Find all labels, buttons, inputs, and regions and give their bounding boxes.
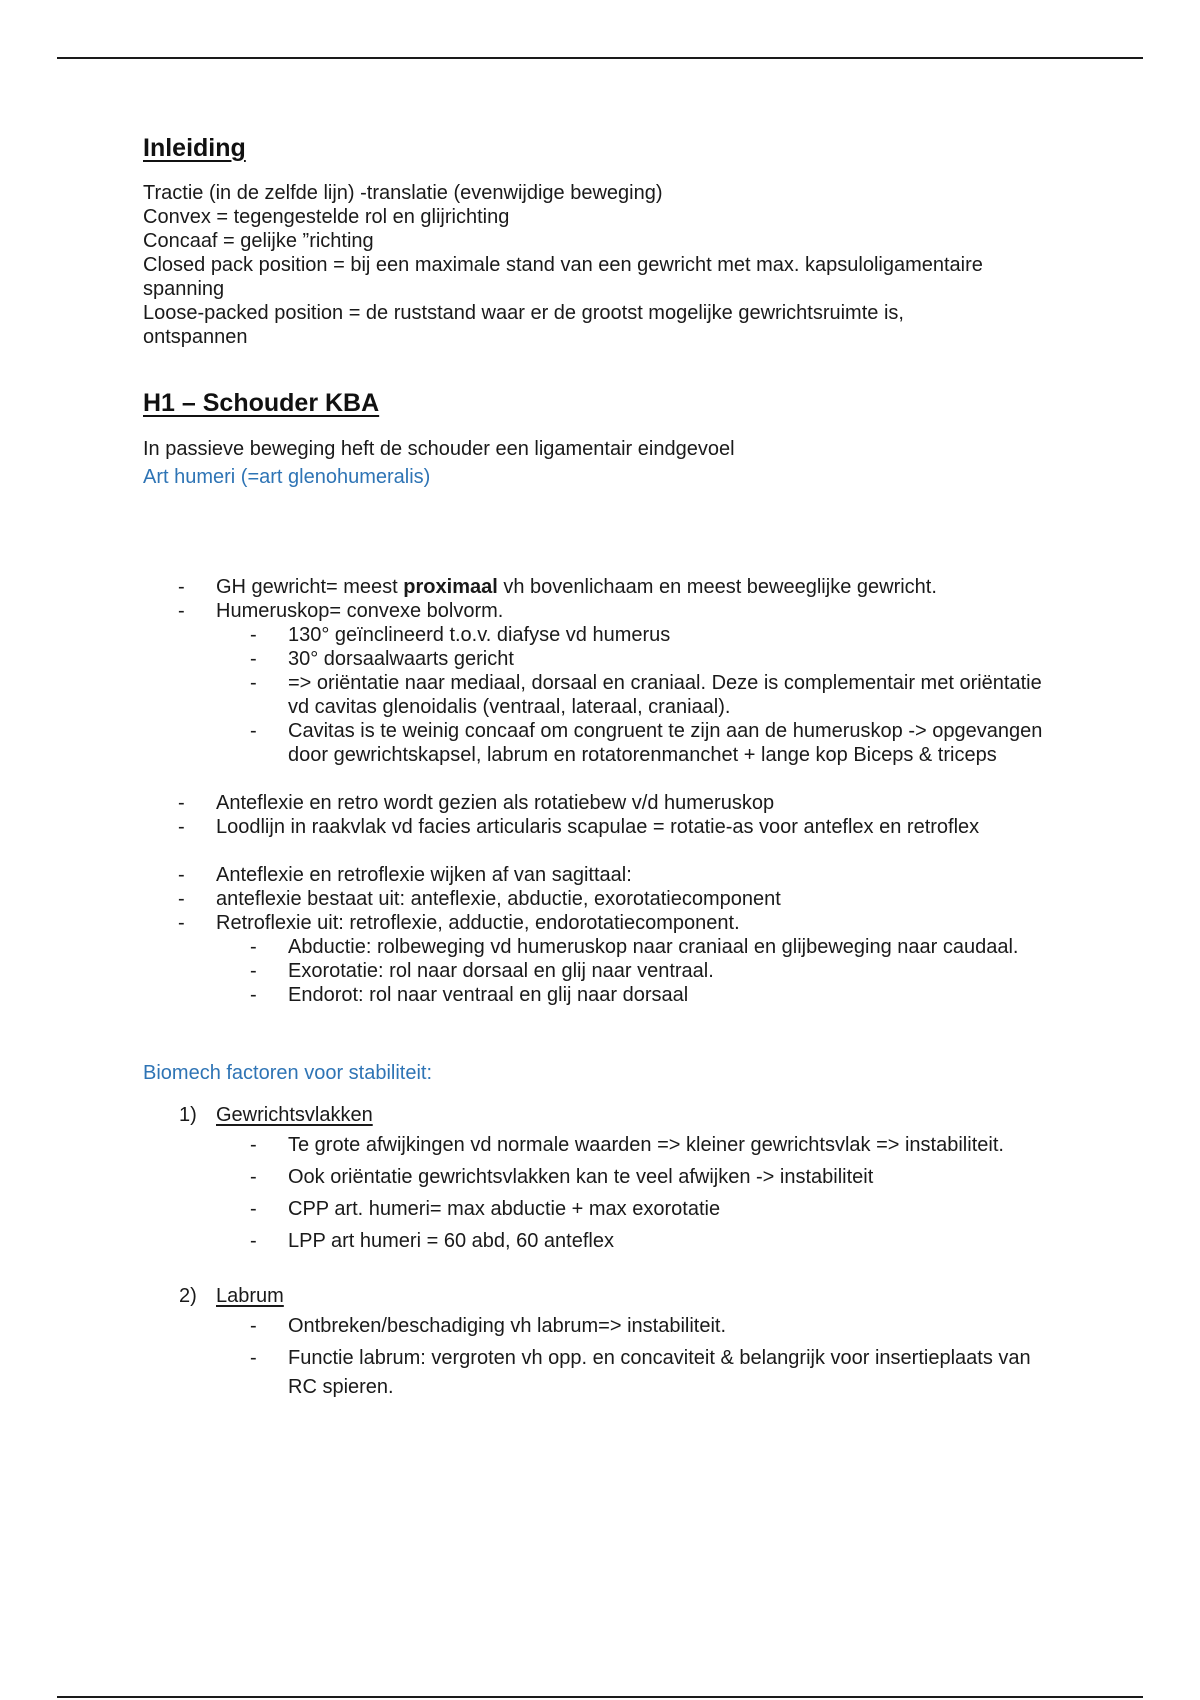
list-item: - Anteflexie en retro wordt gezien als rotatiebew v/d humeruskop xyxy=(143,791,1063,815)
rotation-list xyxy=(143,791,1063,839)
footer-rule xyxy=(57,1696,1143,1698)
list-item: - Cavitas is te weinig concaaf om congruent te zijn aan de humeruskop -> opgevangen door gewrichtskapsel, labrum en rotatorenmanchet + lange kop Biceps & triceps xyxy=(143,719,1063,767)
factor-item xyxy=(143,1103,1063,1256)
list-item: - 30° dorsaalwaarts gericht xyxy=(143,647,1063,671)
factor-points xyxy=(143,1312,1063,1402)
list-item: - Loodlijn in raakvlak vd facies articularis scapulae = rotatie-as voor anteflex en retroflex xyxy=(143,815,1063,839)
factor-number: 1) xyxy=(179,1104,197,1126)
list-item: - Functie labrum: vergroten vh opp. en concaviteit & belangrijk voor insertieplaats van RC spieren. xyxy=(143,1344,1063,1402)
list-item: - Te grote afwijkingen vd normale waarden => kleiner gewrichtsvlak => instabiliteit. xyxy=(143,1131,1063,1160)
list-item: - anteflexie bestaat uit: anteflexie, abductie, exorotatiecomponent xyxy=(143,887,1063,911)
document-body xyxy=(143,132,1063,1405)
factor-number: 2) xyxy=(179,1285,197,1307)
intro-line: Convex = tegengestelde rol en glijrichting xyxy=(143,206,510,228)
humeruskop-sublist xyxy=(143,623,1063,767)
flexion-list xyxy=(143,863,1063,935)
list-item: - LPP art humeri = 60 abd, 60 anteflex xyxy=(143,1227,1063,1256)
subheading-biomech: Biomech factoren voor stabiliteit: xyxy=(143,1062,433,1084)
factor-item xyxy=(143,1284,1063,1402)
list-item: - Exorotatie: rol naar dorsaal en glij naar ventraal. xyxy=(143,959,1063,983)
list-item: - CPP art. humeri= max abductie + max exorotatie xyxy=(143,1195,1063,1224)
list-item: - Retroflexie uit: retroflexie, adductie, endorotatiecomponent. xyxy=(143,911,1063,935)
intro-line: Tractie (in de zelfde lijn) -translatie (evenwijdige beweging) xyxy=(143,182,663,204)
section-heading-h1: H1 – Schouder KBA xyxy=(143,389,380,417)
intro-paragraph xyxy=(143,181,1003,349)
list-item: - Endorot: rol naar ventraal en glij naar dorsaal xyxy=(143,983,1063,1007)
list-item: - Ontbreken/beschadiging vh labrum=> instabiliteit. xyxy=(143,1312,1063,1341)
subheading-art-humeri: Art humeri (=art glenohumeralis) xyxy=(143,466,431,488)
flexion-sublist xyxy=(143,935,1063,1007)
factor-points xyxy=(143,1131,1063,1256)
intro-line: Loose-packed position = de ruststand waar er de grootst mogelijke gewrichtsruimte is, ontspannen xyxy=(143,302,904,348)
intro-line: Closed pack position = bij een maximale stand van een gewricht met max. kapsuloligamentaire spanning xyxy=(143,254,983,300)
h1-intro-line: In passieve beweging heft de schouder een ligamentair eindgevoel xyxy=(143,438,735,460)
list-item: - 130° geïnclineerd t.o.v. diafyse vd humerus xyxy=(143,623,1063,647)
list-item: - Abductie: rolbeweging vd humeruskop naar craniaal en glijbeweging naar caudaal. xyxy=(143,935,1063,959)
header-rule xyxy=(57,57,1143,59)
factor-title: Gewrichtsvlakken xyxy=(216,1104,373,1126)
list-item: - => oriëntatie naar mediaal, dorsaal en craniaal. Deze is complementair met oriëntatie vd cavitas glenoidalis (ventraal, lateraal, craniaal). xyxy=(143,671,1063,719)
list-item: - Anteflexie en retroflexie wijken af van sagittaal: xyxy=(143,863,1063,887)
section-heading-inleiding: Inleiding xyxy=(143,134,246,162)
factor-title: Labrum xyxy=(216,1285,284,1307)
list-item: - GH gewricht= meest proximaal vh bovenlichaam en meest beweeglijke gewricht. xyxy=(143,575,1063,599)
gh-list xyxy=(143,575,1063,623)
factor-list xyxy=(143,1103,1063,1402)
list-item: - Ook oriëntatie gewrichtsvlakken kan te veel afwijken -> instabiliteit xyxy=(143,1163,1063,1192)
list-item: - Humeruskop= convexe bolvorm. xyxy=(143,599,1063,623)
intro-line: Concaaf = gelijke ”richting xyxy=(143,230,374,252)
